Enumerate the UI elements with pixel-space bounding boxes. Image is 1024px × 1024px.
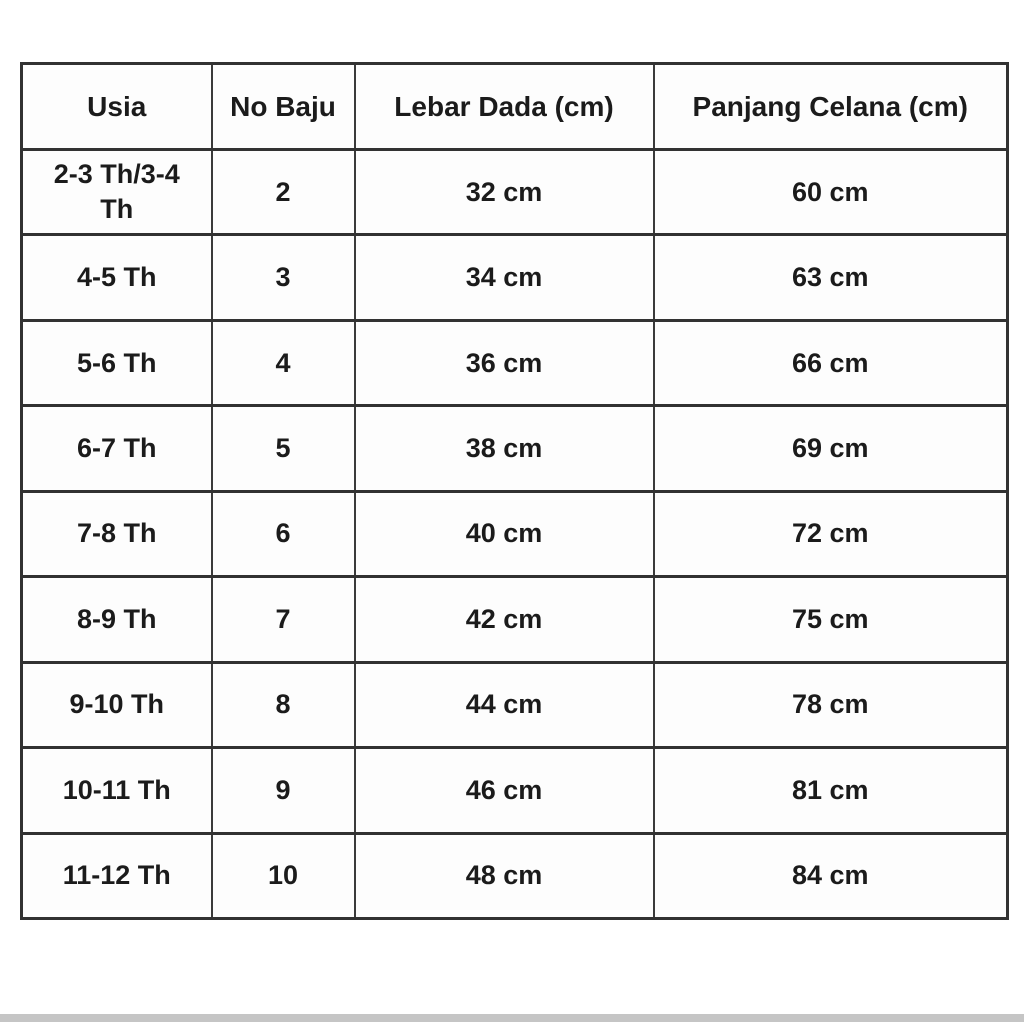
cell-usia: 8-9 Th xyxy=(22,577,212,662)
cell-panjang-celana: 63 cm xyxy=(654,235,1008,320)
cell-panjang-celana: 60 cm xyxy=(654,150,1008,235)
header-usia: Usia xyxy=(22,64,212,150)
cell-lebar-dada: 40 cm xyxy=(355,491,654,576)
cell-no-baju: 7 xyxy=(212,577,355,662)
cell-lebar-dada: 32 cm xyxy=(355,150,654,235)
cell-no-baju: 9 xyxy=(212,748,355,833)
cell-panjang-celana: 69 cm xyxy=(654,406,1008,491)
cell-lebar-dada: 48 cm xyxy=(355,833,654,919)
cell-lebar-dada: 44 cm xyxy=(355,662,654,747)
table-row xyxy=(22,833,1008,919)
cell-usia: 7-8 Th xyxy=(22,491,212,576)
cell-usia: 10-11 Th xyxy=(22,748,212,833)
cell-no-baju: 5 xyxy=(212,406,355,491)
header-lebar-dada: Lebar Dada (cm) xyxy=(355,64,654,150)
cell-usia: 5-6 Th xyxy=(22,320,212,405)
cell-panjang-celana: 66 cm xyxy=(654,320,1008,405)
header-no-baju: No Baju xyxy=(212,64,355,150)
cell-usia: 2-3 Th/3-4 Th xyxy=(22,150,212,235)
bottom-divider-bar xyxy=(0,1014,1024,1022)
cell-lebar-dada: 46 cm xyxy=(355,748,654,833)
table-row xyxy=(22,662,1008,747)
header-panjang-celana: Panjang Celana (cm) xyxy=(654,64,1008,150)
header-row xyxy=(22,64,1008,150)
cell-no-baju: 4 xyxy=(212,320,355,405)
cell-usia: 11-12 Th xyxy=(22,833,212,919)
cell-panjang-celana: 78 cm xyxy=(654,662,1008,747)
cell-no-baju: 3 xyxy=(212,235,355,320)
table-row xyxy=(22,150,1008,235)
table-row xyxy=(22,577,1008,662)
cell-no-baju: 8 xyxy=(212,662,355,747)
table-row xyxy=(22,491,1008,576)
cell-lebar-dada: 34 cm xyxy=(355,235,654,320)
cell-panjang-celana: 72 cm xyxy=(654,491,1008,576)
cell-panjang-celana: 84 cm xyxy=(654,833,1008,919)
cell-no-baju: 10 xyxy=(212,833,355,919)
cell-panjang-celana: 81 cm xyxy=(654,748,1008,833)
cell-lebar-dada: 36 cm xyxy=(355,320,654,405)
cell-no-baju: 2 xyxy=(212,150,355,235)
size-chart-table xyxy=(20,62,1009,920)
table-row xyxy=(22,320,1008,405)
table-row xyxy=(22,235,1008,320)
table-row xyxy=(22,748,1008,833)
cell-usia: 6-7 Th xyxy=(22,406,212,491)
cell-no-baju: 6 xyxy=(212,491,355,576)
cell-lebar-dada: 38 cm xyxy=(355,406,654,491)
cell-lebar-dada: 42 cm xyxy=(355,577,654,662)
cell-usia: 4-5 Th xyxy=(22,235,212,320)
cell-usia: 9-10 Th xyxy=(22,662,212,747)
table-row xyxy=(22,406,1008,491)
cell-panjang-celana: 75 cm xyxy=(654,577,1008,662)
